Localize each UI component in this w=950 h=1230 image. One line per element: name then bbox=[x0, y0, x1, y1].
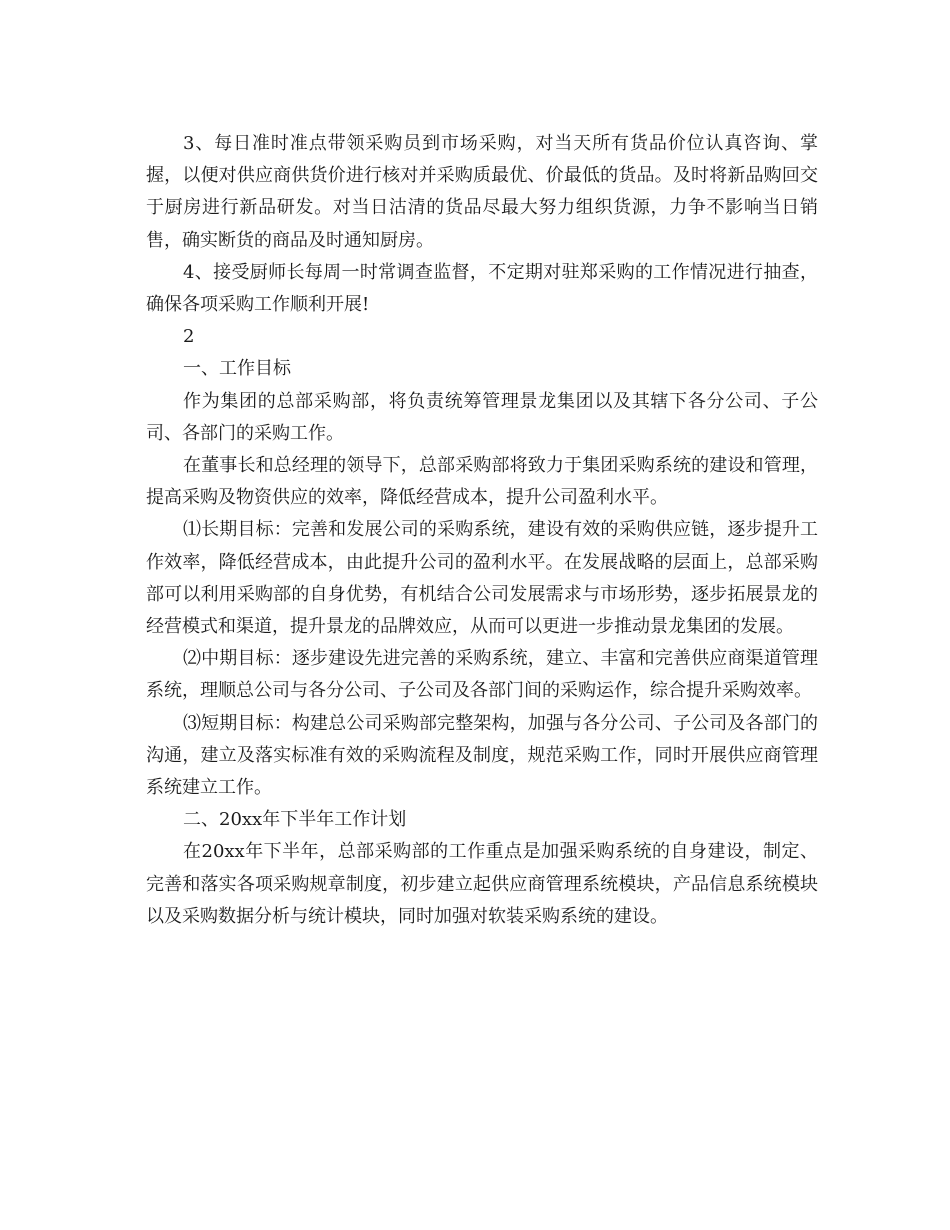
heading-second-half-plan: 二、20xx年下半年工作计划 bbox=[183, 809, 407, 831]
paragraph-department-role: 作为集团的总部采购部，将负责统筹管理景龙集团以及其辖下各分公司、子公司、各部门的采购工作。 bbox=[146, 390, 818, 444]
section-number: 2 bbox=[183, 326, 195, 348]
paragraph-weekly-supervision: 4、接受厨师长每周一时常调查监督，不定期对驻郑采购的工作情况进行抽查，确保各项采购工作顺利开展! bbox=[146, 261, 818, 316]
paragraph-long-term-goal: ⑴长期目标：完善和发展公司的采购系统，建设有效的采购供应链，逐步提升工作效率，降低经营成本，由此提升公司的盈利水平。在发展战略的层面上，总部采购部可以利用采购部的自身优势，有机结合公司发展需求与市场形势，逐步拓展景龙的经营模式和渠道，提升景龙的品牌效应，从而可以更进一步推动景龙集团的发展。 bbox=[146, 519, 818, 638]
heading-work-goals: 一、工作目标 bbox=[183, 358, 291, 380]
document-body bbox=[146, 128, 818, 933]
paragraph-leadership-mission: 在董事长和总经理的领导下，总部采购部将致力于集团采购系统的建设和管理，提高采购及物资供应的效率，降低经营成本，提升公司盈利水平。 bbox=[146, 455, 818, 509]
paragraph-second-half-focus: 在20xx年下半年，总部采购部的工作重点是加强采购系统的自身建设，制定、完善和落实各项采购规章制度，初步建立起供应商管理系统模块，产品信息系统模块以及采购数据分析与统计模块，同时加强对软装采购系统的建设。 bbox=[146, 841, 818, 927]
paragraph-short-term-goal: ⑶短期目标：构建总公司采购部完整架构，加强与各分公司、子公司及各部门的沟通，建立及落实标准有效的采购流程及制度，规范采购工作，同时开展供应商管理系统建立工作。 bbox=[146, 712, 818, 799]
paragraph-daily-market-purchasing: 3、每日准时准点带领采购员到市场采购，对当天所有货品价位认真咨询、掌握，以便对供应商供货价进行核对并采购质最优、价最低的货品。及时将新品购回交于厨房进行新品研发。对当日沽清的货品尽最大努力组织货源，力争不影响当日销售，确实断货的商品及时通知厨房。 bbox=[146, 133, 818, 251]
paragraph-mid-term-goal: ⑵中期目标：逐步建设先进完善的采购系统，建立、丰富和完善供应商渠道管理系统，理顺总公司与各分公司、子公司及各部门间的采购运作，综合提升采购效率。 bbox=[146, 648, 818, 702]
